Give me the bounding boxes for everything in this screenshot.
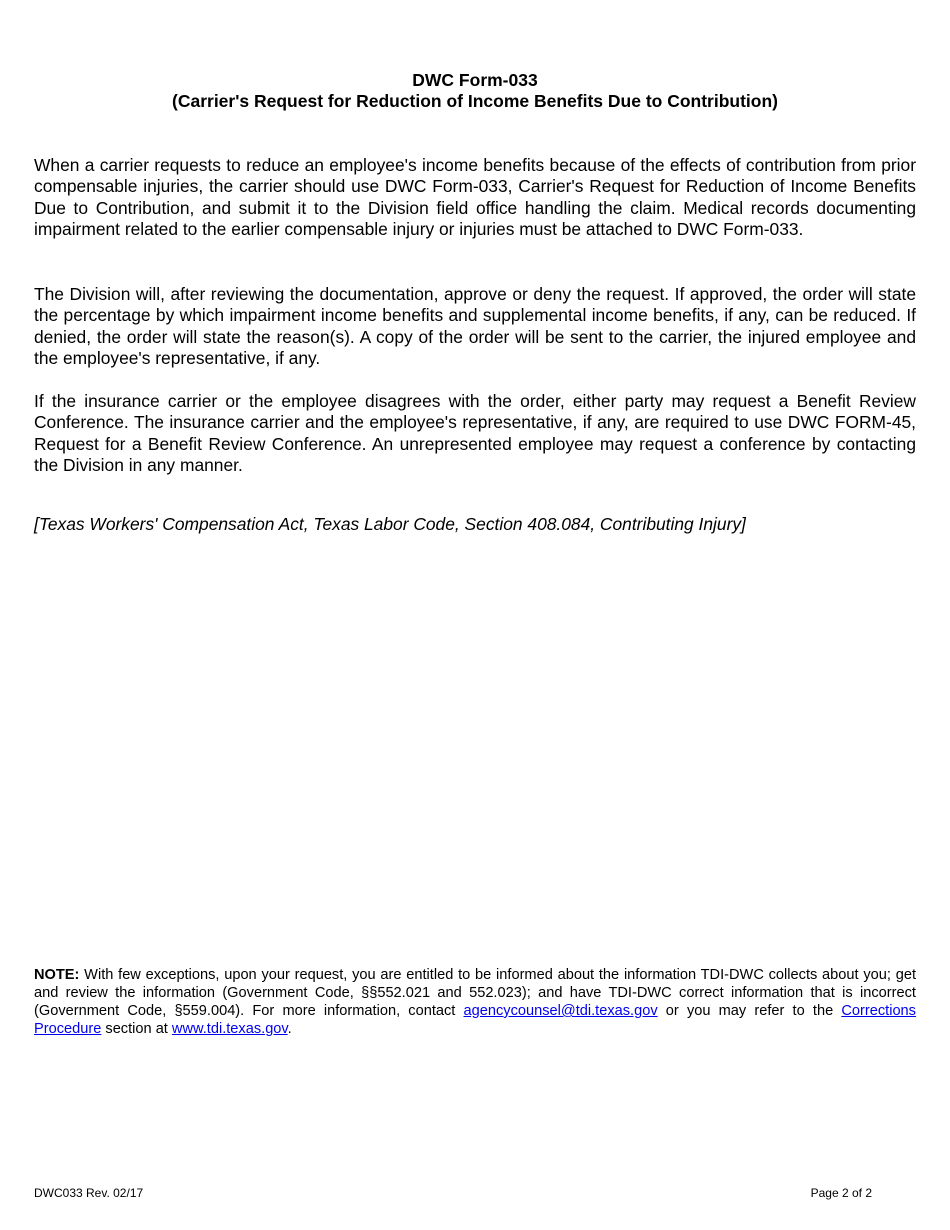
- website-link[interactable]: www.tdi.texas.gov: [171, 1021, 288, 1037]
- note-text-4: .: [287, 1021, 292, 1037]
- email-link[interactable]: agencycounsel@tdi.texas.gov: [463, 1003, 658, 1019]
- note-text-1: With few exceptions, upon your request, you are entitled to be informed about the information TDI-DWC collects about you; get and review the information (Government Code, §§552.021 and 552.023); and have TDI-DWC correct information that is incorrect (Government Code, §559.004). For more information, contact: [34, 967, 916, 1019]
- form-revision: DWC033 Rev. 02/17: [34, 1186, 144, 1200]
- corrections-procedure-link[interactable]: Corrections Procedure: [34, 1003, 916, 1037]
- note-text-2: or you may refer to the: [657, 1003, 842, 1019]
- paragraph-division-review: The Division will, after reviewing the documentation, approve or deny the request. If approved, the order will state the percentage by which impairment income benefits and supplemental income benefits, if any, can be reduced. If denied, the order will state the reason(s). A copy of the order will be sent to the carrier, the injured employee and the employee's representative, if any.: [34, 284, 916, 368]
- privacy-note: [34, 966, 916, 1038]
- page-subtitle: (Carrier's Request for Reduction of Income Benefits Due to Contribution): [172, 91, 778, 111]
- page-number: Page 2 of 2: [810, 1186, 872, 1200]
- document-header: [0, 70, 950, 112]
- paragraph-dispute: If the insurance carrier or the employee disagrees with the order, either party may request a Benefit Review Conference. The insurance carrier and the employee's representative, if any, are required to use DWC FORM-45, Request for a Benefit Review Conference. An unrepresented employee may request a conference by contacting the Division in any manner.: [34, 391, 916, 475]
- paragraph-contribution-request: When a carrier requests to reduce an employee's income benefits because of the effects of contribution from prior compensable injuries, the carrier should use DWC Form-033, Carrier's Request for Reduction of Income Benefits Due to Contribution, and submit it to the Division field office handling the claim. Medical records documenting impairment related to the earlier compensable injury or injuries must be attached to DWC Form-033.: [34, 155, 916, 239]
- note-label: NOTE:: [34, 967, 80, 983]
- note-text-3: section at: [101, 1021, 172, 1037]
- page-title: DWC Form-033: [412, 70, 538, 90]
- legal-citation: [Texas Workers' Compensation Act, Texas Labor Code, Section 408.084, Contributing Injury]: [34, 514, 746, 534]
